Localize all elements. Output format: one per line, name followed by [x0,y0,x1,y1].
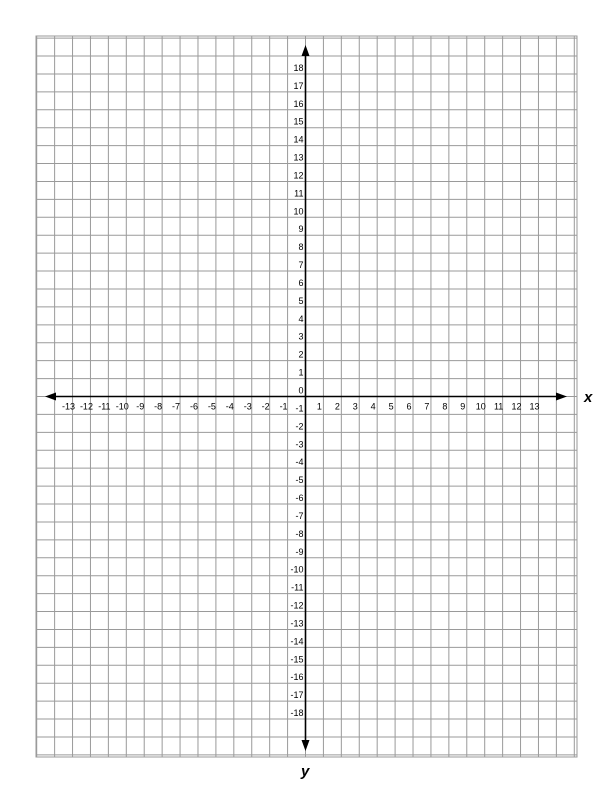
y-tick-label: 6 [298,277,304,288]
x-tick-label: 10 [475,401,486,412]
y-tick-label: 15 [293,116,304,127]
x-tick-label: -5 [207,401,216,412]
x-tick-label: -6 [189,401,198,412]
x-tick-label: -2 [261,401,270,412]
y-tick-label: 16 [293,98,304,109]
y-tick-label: -6 [295,493,304,504]
y-tick-label: -8 [295,528,304,539]
x-tick-label: -11 [98,401,111,412]
y-tick-label: -17 [290,690,304,701]
y-tick-label: 11 [294,188,304,199]
x-axis-arrow-right-icon [556,393,567,401]
x-tick-label: -12 [79,401,93,412]
y-tick-label: 14 [293,134,304,145]
y-tick-label: 0 [298,385,304,396]
y-tick-label: -12 [290,600,304,611]
y-tick-label: -10 [290,564,304,575]
y-tick-label: 3 [298,331,304,342]
x-tick-label: -9 [136,401,145,412]
x-tick-label: 6 [406,401,412,412]
y-tick-label: -4 [295,457,304,468]
y-tick-label: -18 [290,708,304,719]
x-tick-label: -3 [243,401,252,412]
y-tick-label: -15 [290,654,304,665]
x-tick-label: 2 [334,401,340,412]
y-tick-labels [290,63,303,718]
y-axis-label: y [301,763,310,780]
y-tick-label: 2 [298,349,304,360]
y-tick-label: 7 [298,260,304,271]
x-tick-label: -13 [62,401,76,412]
y-tick-label: 13 [293,152,304,163]
x-axis-arrow-left-icon [45,393,56,401]
y-tick-label: -16 [290,672,304,683]
y-axis-arrow-down-icon [302,740,310,751]
x-tick-label: 3 [352,401,358,412]
y-tick-label: 12 [293,170,304,181]
y-axis-arrow-up-icon [302,45,310,56]
y-tick-label: -7 [295,510,304,521]
x-tick-label: -7 [172,401,181,412]
x-tick-label: 5 [388,401,394,412]
y-tick-label: -2 [295,421,304,432]
x-tick-label: 13 [529,401,540,412]
y-tick-label: 4 [298,313,304,324]
y-tick-label: 8 [298,242,304,253]
x-tick-label: 12 [511,401,522,412]
x-tick-label: 8 [442,401,448,412]
y-tick-label: 18 [293,62,304,73]
x-tick-label: -8 [154,401,163,412]
x-tick-label: 4 [370,401,376,412]
x-tick-label: 7 [424,401,430,412]
y-tick-label: -13 [290,618,304,629]
y-tick-label: -14 [290,636,304,647]
x-tick-label: 1 [316,401,322,412]
y-tick-label: -9 [295,546,304,557]
y-tick-label: 9 [298,224,304,235]
x-tick-label: -10 [115,401,129,412]
y-tick-label: 10 [293,206,304,217]
y-tick-label: 1 [298,367,304,378]
y-tick-label: -5 [295,475,304,486]
y-tick-label: -11 [291,582,304,593]
x-axis-label: x [584,389,593,406]
y-tick-label: -1 [295,403,304,414]
y-tick-label: -3 [295,439,304,450]
x-tick-label: 9 [460,401,466,412]
y-tick-label: 17 [293,80,304,91]
x-tick-label: 11 [493,401,504,412]
y-tick-label: 5 [298,295,304,306]
x-tick-label: -4 [225,401,234,412]
axes [45,45,567,751]
x-tick-label: -1 [279,401,288,412]
